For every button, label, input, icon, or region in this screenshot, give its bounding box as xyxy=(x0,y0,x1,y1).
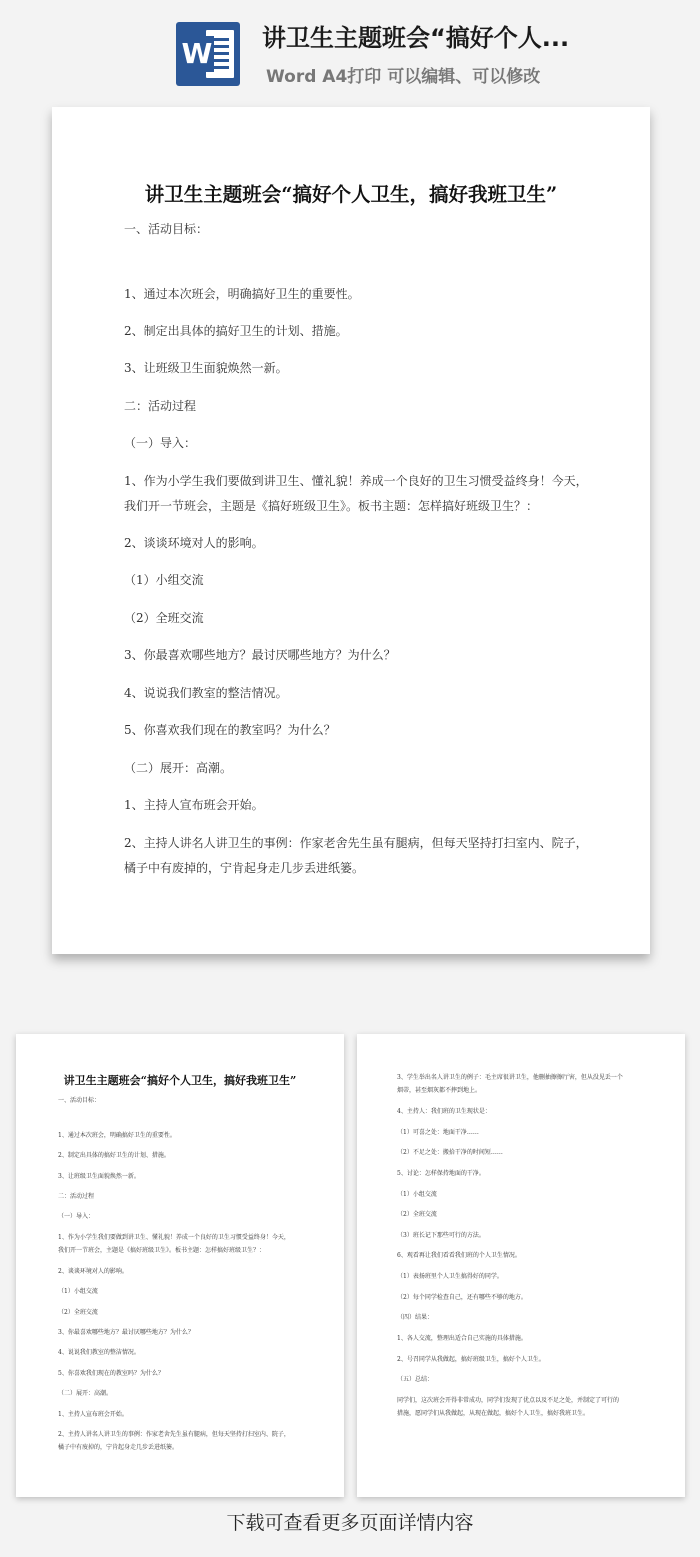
thumbnail-line: （1）小组交流 xyxy=(58,1288,98,1295)
page-thumbnail-2[interactable] xyxy=(357,1034,685,1497)
word-doc-icon xyxy=(176,22,240,86)
header-subtitle: Word A4打印 可以编辑、可以修改 xyxy=(266,67,541,87)
thumbnail-line: （1）小组交流 xyxy=(397,1191,437,1198)
page-thumbnail-1[interactable] xyxy=(16,1034,344,1497)
paragraph: 2、主持人讲名人讲卫生的事例：作家老舍先生虽有腿病，但每天坚持打扫室内、院子， xyxy=(124,836,588,850)
thumbnail-line: 同学们，这次班会开得非常成功，同学们发现了优点以及不足之处，并制定了可行的 xyxy=(397,1397,620,1404)
thumbnail-line: （1）可喜之处：地面干净…… xyxy=(397,1129,479,1136)
thumbnail-line: 1、各人交流，整理出适合自己实施的具体措施。 xyxy=(397,1335,527,1342)
thumbnail-line: （3）班长记下那些可行的方法。 xyxy=(397,1232,485,1239)
header-title: 讲卫生主题班会“搞好个人... xyxy=(262,24,570,52)
paragraph: 5、你喜欢我们现在的教室吗？为什么？ xyxy=(124,723,336,737)
paragraph: 1、通过本次班会，明确搞好卫生的重要性。 xyxy=(124,287,360,301)
thumbnail-line: 我们开一节班会，主题是《搞好班级卫生》。板书主题：怎样搞好班级卫生？： xyxy=(58,1247,266,1254)
thumbnail-line: 2、制定出具体的搞好卫生的计划、措施。 xyxy=(58,1152,170,1159)
thumbnail-line: 2、号召同学从我做起，搞好班级卫生，搞好个人卫生。 xyxy=(397,1356,545,1363)
document-title: 讲卫生主题班会“搞好个人卫生，搞好我班卫生” xyxy=(144,183,558,206)
doc-header xyxy=(0,0,700,105)
paragraph: （一）导入： xyxy=(124,436,197,450)
download-hint[interactable]: 下载可查看更多页面详情内容 xyxy=(226,1512,474,1534)
paragraph: 1、主持人宣布班会开始。 xyxy=(124,798,264,812)
thumbnail-line: 一、活动目标： xyxy=(58,1097,101,1104)
paragraph: 橘子中有废掉的，宁肯起身走几步丢进纸篓。 xyxy=(124,861,365,875)
thumbnail-line: 二：活动过程 xyxy=(58,1193,95,1200)
word-icon-letter: W xyxy=(181,37,213,70)
thumbnail-line: （二）展开：高潮。 xyxy=(58,1390,113,1397)
paragraph: 一、活动目标： xyxy=(124,222,209,236)
thumbnail-line: 烟蒂，甚至烟灰都不摔到地上。 xyxy=(397,1087,482,1094)
thumbnail-line: （2）全班交流 xyxy=(58,1309,98,1316)
thumbnail-line: 4、主持人：我们班的卫生现状是： xyxy=(397,1108,491,1115)
paragraph: 1、作为小学生我们要做到讲卫生、懂礼貌！养成一个良好的卫生习惯受益终身！今天， xyxy=(124,474,588,488)
paragraph: （1）小组交流 xyxy=(124,573,204,587)
paragraph: 3、你最喜欢哪些地方？最讨厌哪些地方？为什么？ xyxy=(124,648,396,662)
thumbnail-line: 6、观看再让我们看看我们班的个人卫生情况。 xyxy=(397,1252,521,1259)
thumbnail-line: （一）导入： xyxy=(58,1213,95,1220)
thumbnail-line: 措施，愿同学们从我做起，从现在做起，搞好个人卫生，搞好我班卫生。 xyxy=(397,1410,590,1417)
thumbnail-line: 4、说说我们教室的整洁情况。 xyxy=(58,1349,140,1356)
thumbnail-line: 2、主持人讲名人讲卫生的事例：作家老舍先生虽有腿病，但每天坚持打扫室内、院子， xyxy=(58,1431,290,1438)
paragraph: （2）全班交流 xyxy=(124,611,204,625)
paragraph: 3、让班级卫生面貌焕然一新。 xyxy=(124,361,288,375)
thumbnail-line: 1、主持人宣布班会开始。 xyxy=(58,1411,128,1418)
paragraph: 2、制定出具体的搞好卫生的计划、措施。 xyxy=(124,324,348,338)
paragraph: 二：活动过程 xyxy=(124,399,197,413)
thumbnail-line: （四）结果： xyxy=(397,1314,434,1321)
thumbnail-line: （1）表扬班里个人卫生搞得好的同学。 xyxy=(397,1273,503,1280)
thumbnail-line: 3、你最喜欢哪些地方？最讨厌哪些地方？为什么？ xyxy=(58,1329,194,1336)
paragraph: 我们开一节班会，主题是《搞好班级卫生》。板书主题：怎样搞好班级卫生？： xyxy=(124,499,539,513)
thumbnail-title: 讲卫生主题班会“搞好个人卫生，搞好我班卫生” xyxy=(63,1074,297,1087)
thumbnail-line: 1、作为小学生我们要做到讲卫生、懂礼貌！养成一个良好的卫生习惯受益终身！今天， xyxy=(58,1234,290,1241)
thumbnail-line: 3、让班级卫生面貌焕然一新。 xyxy=(58,1173,140,1180)
thumbnail-line: 1、通过本次班会，明确搞好卫生的重要性。 xyxy=(58,1132,176,1139)
paragraph: 2、谈谈环境对人的影响。 xyxy=(124,536,264,550)
thumbnail-line: （五）总结： xyxy=(397,1376,434,1383)
thumbnail-line: 橘子中有废掉的，宁肯起身走几步丢进纸篓。 xyxy=(58,1444,179,1451)
thumbnail-line: （2）全班交流 xyxy=(397,1211,437,1218)
paragraph: 4、说说我们教室的整洁情况。 xyxy=(124,686,288,700)
thumbnail-line: 3、学生举出名人讲卫生的例子：毛主席很讲卫生，他删抽擦擦厅害，但从没见丢一个 xyxy=(397,1074,623,1081)
thumbnail-line: （2）每个同学检查自己，还有哪些不够的地方。 xyxy=(397,1294,527,1301)
thumbnail-line: （2）不足之处：搬拾干净的时间短…… xyxy=(397,1149,503,1156)
document-page-preview xyxy=(52,107,650,954)
thumbnail-line: 5、你喜欢我们现在的教室吗？为什么？ xyxy=(58,1370,164,1377)
paragraph: （二）展开：高潮。 xyxy=(124,761,233,775)
thumbnail-line: 2、谈谈环境对人的影响。 xyxy=(58,1268,128,1275)
thumbnail-line: 5、讨论：怎样保持地面的干净。 xyxy=(397,1170,485,1177)
